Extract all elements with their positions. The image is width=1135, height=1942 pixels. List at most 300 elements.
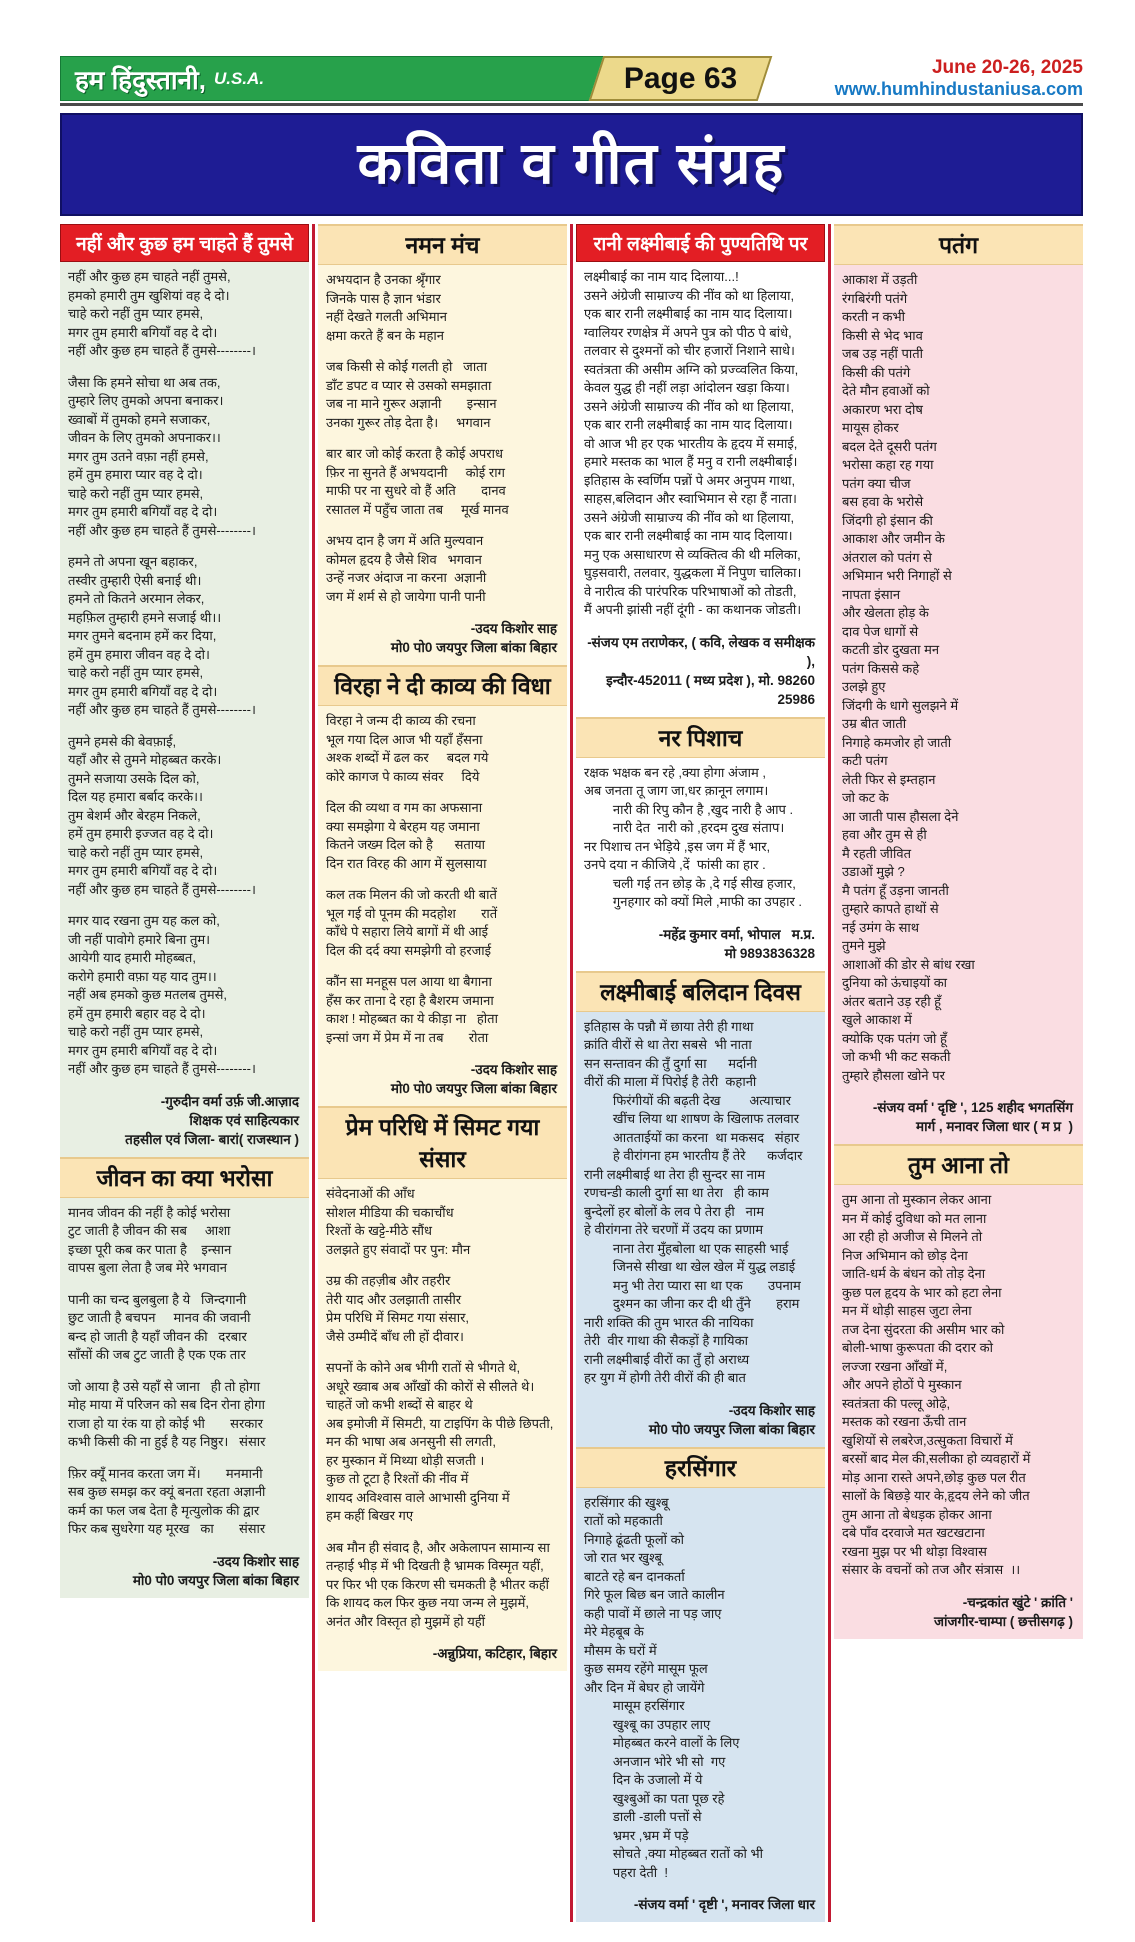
poem-line: इन्सां जग में प्रेम में ना तब रोता — [326, 1029, 489, 1045]
poem-line: कि शायद कल फिर कुछ नया जन्म ले मुझमें, — [326, 1595, 529, 1610]
poem-line: संसार के वचनों को तज और संत्रास ।। — [842, 1562, 1021, 1577]
poem-line: हमें तुम हमारी बहार वह दे दो। — [68, 1005, 206, 1021]
poem-line: मोहब्बत करने वालों के लिए — [584, 1735, 740, 1750]
poem-line: क्या समझेगा ये बेरहम यह जमाना — [326, 818, 480, 834]
poem-line: और दिन में बेघर हो जायेंगे — [584, 1679, 705, 1695]
poem-line: नहीं और कुछ हम चाहते हैं तुमसे--------। — [68, 343, 256, 358]
poem-line: मगर तुम हमारी बगियाँ वह दे दो। — [68, 863, 218, 878]
poet-credit: -संजय वर्मा ' दृष्टी ', मनावर जिला धार — [633, 1897, 815, 1912]
poem-line: नारी शक्ति की तुम भारत की नायिका — [584, 1314, 754, 1330]
poem-line: हमें तुम हमारी इज्जत वह दे दो। — [68, 826, 214, 841]
poem-stanza — [576, 764, 825, 912]
poem-line: स्वतंत्रता की पल्लू ओढ़े, — [842, 1395, 951, 1411]
website-url: www.humhindustaniusa.com — [834, 79, 1083, 100]
poem-line: नर पिशाच तन भेड़िये ,इस जग में हैं भार, — [584, 838, 771, 854]
poem-line: फिर कब सुधरेगा यह मूरख का संसार — [68, 1521, 266, 1536]
poem-line: मानव जीवन की नहीं है कोई भरोसा — [68, 1204, 231, 1220]
poem-line: नारी देत नारी को ,हरदम दुख संताप। — [584, 820, 785, 835]
poem-line: बार बार जो कोई करता है कोई अपराध — [326, 446, 503, 461]
poem-line: तलवार से दुश्मनों को चीर हजारों निशाने साधे। — [584, 343, 795, 358]
poem-line: कर्म का फल जब देता है मृत्युलोक की द्वार — [68, 1502, 260, 1518]
column-divider — [312, 224, 315, 1922]
poem-line: चाहे करो नहीं तुम प्यार हमसे, — [68, 485, 204, 501]
poem-line: सोशल मीडिया की चकाचौंध — [326, 1204, 454, 1220]
poem-line: लक्ष्मीबाई का नाम याद दिलाया...! — [584, 269, 739, 284]
poem-stanza — [60, 1204, 309, 1278]
poem-line: सब कुछ समझ कर क्यूं बनता रहता अज्ञानी — [68, 1484, 266, 1499]
section-banner-title: कविता व गीत संग्रह — [357, 131, 786, 196]
poet-credit: -महेंद्र कुमार वर्मा, भोपाल म.प्र. — [658, 926, 815, 942]
poem-stanza — [60, 912, 309, 1079]
poem-line: आ जाती पास हौसला देने — [842, 808, 959, 824]
poem-line: जग में शर्म से हो जायेगा पानी पानी — [326, 588, 486, 604]
poem-line: बाटते रहे बन दानकर्ता — [584, 1568, 685, 1584]
column-divider — [828, 224, 831, 1922]
poem-line: मगर तुम हमारी बगियाँ वह दे दो। — [68, 504, 218, 519]
poem-stanza — [60, 733, 309, 900]
poem-line: जो कट के — [842, 790, 889, 805]
poem-line: मगर याद रखना तुम यह कल को, — [68, 913, 220, 928]
poem-stanza — [60, 268, 309, 361]
poem-line: सपनों के कोने अब भीगी रातों से भीगते थे, — [326, 1360, 521, 1375]
poem-line: तुम्हारे लिए तुमको अपना बनाकर। — [68, 393, 224, 408]
poem-line: चाहतें जो कभी शब्दों से बाहर थे — [326, 1397, 473, 1412]
poem-line: बदल देते दूसरी पतंग — [842, 438, 937, 454]
poem-line: वे नारीत्व की पारंपरिक परिभाषाओं को तोडती, — [584, 583, 797, 599]
poem-line: डाली -डाली पत्तों से — [584, 1809, 702, 1824]
poem-line: आकाश और जमीन के — [842, 531, 945, 546]
poem-line: नहीं अब हमको कुछ मतलब तुमसे, — [68, 987, 228, 1002]
poem-line: स्वतंत्रता की असीम अग्नि को प्रज्व्वलित किया, — [584, 361, 799, 377]
poem-line: उनपे दया न कीजिये ,दें फांसी का हार . — [584, 857, 766, 872]
poem-line: दुश्मन का जीना कर दी थी तुँने हराम — [584, 1296, 800, 1311]
poem-line: साहस,बलिदान और स्वाभिमान से रहा हैं नाता। — [584, 491, 797, 506]
poem-line: निज अभिमान को छोड़ देना — [842, 1247, 968, 1263]
poet-credit: इन्दौर-452011 ( मध्य प्रदेश ), मो. 98260 25986 — [606, 672, 819, 707]
poem-line: मौसम के घरों में — [584, 1642, 657, 1658]
poem-stanza — [318, 271, 567, 345]
poem-line: रानी लक्ष्मीबाई वीरों का तुँ हो अराध्य — [584, 1351, 750, 1367]
poem-stanza — [60, 553, 309, 720]
poem-line: खुश्बू का उपहार लाए — [584, 1716, 711, 1732]
poem-line: जिंदगी के धागे सुलझने में — [842, 697, 959, 713]
poem-line: नहीं और कुछ हम चाहते हैं तुमसे--------। — [68, 1061, 256, 1076]
poem-line: टुट जाती है जीवन की सब आशा — [68, 1223, 231, 1238]
poem-line: उनका गुरूर तोड़ देता है। भगवान — [326, 414, 491, 430]
poem-line: हरसिंगार की खुश्बू — [584, 1494, 669, 1510]
poem-line: खींच लिया था शाषण के खिलाफ तलवार — [584, 1111, 800, 1126]
poet-credit: जांजगीर-चाम्पा ( छत्तीसगढ़ ) — [933, 1613, 1073, 1629]
poem-line: नहीं और कुछ हम चाहते हैं तुमसे--------। — [68, 522, 256, 538]
poem-stanza — [834, 1191, 1083, 1580]
poem-line: घुड़सवारी, तलवार, युद्धकला में निपुण चालिका। — [584, 565, 802, 580]
poem-title: नमन मंच — [318, 224, 567, 265]
poem-line: काँधे पे सहारा लिये बागों में थी आई — [326, 924, 489, 939]
poem-line: उलझते हुए संवादों पर पुन: मौन — [326, 1241, 471, 1257]
poem-line: तुम बेशर्म और बेरहम निकले, — [68, 807, 201, 823]
poem-line: जब किसी से कोई गलती हो जाता — [326, 359, 487, 374]
poem-stanza — [576, 1494, 825, 1883]
poem-line: इतिहास के पन्नौ में छाया तेरी ही गाथा — [584, 1018, 754, 1034]
poem-line: अकारण भरा दोष — [842, 401, 923, 417]
poem-line: कोमल हृदय है जैसे शिव भगवान — [326, 551, 482, 567]
poem-line: पर फिर भी एक किरण सी चमकती है भीतर कहीं — [326, 1576, 549, 1592]
poem-line: उलझे हुए — [842, 679, 886, 694]
poem-line: मन में कोई दुविधा को मत लाना — [842, 1210, 987, 1226]
poem-stanza — [318, 973, 567, 1047]
poem-line: ग्वालियर रणक्षेत्र में अपने पुत्र को पीठ पे बांधे, — [584, 324, 792, 340]
poem-stanza — [318, 358, 567, 432]
poem-line: भूल गई वो पूनम की मदहोश रातें — [326, 905, 498, 921]
poem-line: मेरे मेहबूब के — [584, 1624, 644, 1639]
poem-line: जो रात भर खुश्बू — [584, 1550, 662, 1565]
header-right — [766, 56, 1083, 101]
poem-line: दबे पाँव दरवाजे मत खटखटाना — [842, 1525, 985, 1540]
poem-line: जैसा कि हमने सोचा था अब तक, — [68, 374, 221, 390]
poem-line: तन्हाई भीड़ में भी दिखती है भ्रामक विस्मृत यहीं, — [326, 1558, 544, 1573]
poem-line: चाहे करो नहीं तुम प्यार हमसे, — [68, 844, 204, 860]
poem-line: काश ! मोहब्बत का ये कीड़ा ना होता — [326, 1011, 498, 1026]
poem-line: यहाँ और से तुमने मोहब्बत करके। — [68, 752, 222, 767]
poem-line: पतंग क्या चीज — [842, 475, 911, 491]
poem-line: हमारे मस्तक का भाल हैं मनु व रानी लक्ष्मीबाई। — [584, 454, 798, 469]
poem-line: बोली-भाषा कुरूपता की दरार को — [842, 1340, 993, 1355]
poem-line: ख्वाबों में तुमको हमने सजाकर, — [68, 411, 211, 427]
poem-line: चाहे करो नहीं तुम प्यार हमसे, — [68, 306, 204, 321]
poem-line: तुमने मुझे — [842, 938, 886, 953]
poem-stanza — [318, 1272, 567, 1346]
poem-line: करोगे हमारी वफ़ा यह याद तुम।। — [68, 968, 217, 984]
poem-title: तुम आना तो — [834, 1144, 1083, 1185]
columns — [60, 224, 1083, 1922]
poem-line: नहीं और कुछ हम चाहते नहीं तुमसे, — [68, 269, 231, 284]
poem-line: जिंदगी हो इंसान की — [842, 512, 933, 528]
poem-line: अंतर बताने उड़ रही हूँ — [842, 993, 942, 1009]
poem-line: नापता इंसान — [842, 586, 901, 602]
poem-line: एक बार रानी लक्ष्मीबाई का नाम याद दिलाया। — [584, 306, 793, 321]
poem-line: हमने तो अपना खून बहाकर, — [68, 554, 198, 569]
poem-line: बन्द हो जाती है यहाँ जीवन की दरबार — [68, 1328, 247, 1344]
poem-line: उसने अंग्रेजी साम्राज्य की नींव को था हिलाया, — [584, 398, 795, 414]
poem-line: खुश्बुओं का पता पूछ रहे — [584, 1790, 725, 1806]
poem-line: मै पतंग हूँ उड़ना जानती — [842, 882, 949, 898]
poet-credit: -अन्नुप्रिया, कटिहार, बिहार — [432, 1646, 557, 1661]
page-number-label: Page 63 — [624, 61, 738, 95]
poem-line: मगर तुम हमारी बगियाँ वह दे दो। — [68, 1042, 218, 1058]
poem-line: महफ़िल तुम्हारी हमने सजाई थी।। — [68, 609, 222, 625]
poem-line: कल तक मिलन की जो करती थी बातें — [326, 887, 497, 902]
poem-line: कोरे कागज पे काव्य संवर दिये — [326, 768, 480, 784]
poem-line: सालों के बिछड़े यार के,हृदय लेने को जीत — [842, 1488, 1030, 1503]
poem-line: जिनके पास है ज्ञान भंडार — [326, 290, 441, 306]
poem-line: केवल युद्ध ही नहीं लड़ा आंदोलन खड़ा किया। — [584, 380, 790, 395]
poem-title: जीवन का क्या भरोसा — [60, 1157, 309, 1198]
poem-line: मन की भाषा अब अनसुनी सी लगती, — [326, 1434, 496, 1449]
poem-line: अश्क शब्दों में ढल कर बदल गये — [326, 750, 489, 765]
poem-line: हमें तुम हमारा प्यार वह दे दो। — [68, 467, 203, 482]
poet-credit: -उदय किशोर साह — [728, 1402, 815, 1418]
poet-credit: -उदय किशोर साह — [212, 1553, 299, 1569]
poem-line: मोह माया में परिजन को सब दिन रोना होगा — [68, 1397, 265, 1412]
poem-stanza — [60, 1378, 309, 1452]
poem-line: रक्षक भक्षक बन रहे ,क्या होगा अंजाम , — [584, 764, 766, 780]
poem-line: मासूम हरसिंगार — [584, 1698, 685, 1713]
poem-line: खुले आकाश में — [842, 1012, 912, 1027]
poem-line: कभी किसी की ना हुई है यह निष्ठुर। संसार — [68, 1434, 266, 1449]
poet-credit: -उदय किशोर साह — [470, 1062, 557, 1077]
poem-stanza — [60, 1465, 309, 1539]
poem-line: बुन्देलों हर बोलों के लव पे तेरा ही नाम — [584, 1203, 764, 1219]
poem-line: तुम्हारे कापते हाथों से — [842, 901, 939, 916]
poem-stanza — [318, 1185, 567, 1259]
poem-line: वापस बुला लेता है जब मेरे भगवान — [68, 1260, 227, 1275]
poem-line: रंगबिरंगी पतंगे — [842, 290, 908, 306]
poem-line: लज्जा रखना आँखों में, — [842, 1358, 948, 1374]
poem-line: फ़िर क्यूँ मानव करता जग में। मनमानी — [68, 1465, 263, 1481]
poem-line: राजा हो या रंक या हो कोई भी सरकार — [68, 1415, 263, 1431]
poem-section — [60, 224, 309, 1157]
poem-line: नहीं और कुछ हम चाहते हैं तुमसे--------। — [68, 881, 256, 897]
poem-line: गुनहगार को क्यों मिले ,माफी का उपहार . — [584, 894, 802, 909]
poem-line: विरहा ने जन्म दी काव्य की रचना — [326, 713, 476, 728]
poem-line: तुम आना तो बेधड़क होकर आना — [842, 1506, 992, 1522]
poem-line: कितने जख्म दिल को है सताया — [326, 837, 486, 852]
poem-line: तज देना सुंदरता की असीम भार को — [842, 1321, 1005, 1337]
poem-line: मगर तुमने बदनाम हमें कर दिया, — [68, 628, 217, 643]
poem-line: तुमने सजाया उसके दिल को, — [68, 770, 200, 786]
poem-line: हे वीरांगना तेरे चरणों में उदय का प्रणाम — [584, 1222, 764, 1237]
poem-title: नहीं और कुछ हम चाहते हैं तुमसे — [60, 224, 309, 262]
poem-line: एक बार रानी लक्ष्मीबाई का नाम याद दिलाया। — [584, 417, 793, 432]
poem-line: नारी की रिपु कौन है ,खुद नारी है आप . — [584, 801, 794, 817]
poem-line: नई उमंग के साथ — [842, 919, 920, 935]
poem-line: फ़िर ना सुनते हैं अभयदानी कोई राग — [326, 464, 505, 480]
poem-line: हम कहीं बिखर गए — [326, 1508, 414, 1523]
poet-credit: शिक्षक एवं साहित्यकार — [189, 1112, 299, 1128]
poet-credit: मार्ग , मनावर जिला धार ( म प्र ) — [916, 1119, 1073, 1134]
poem-line: वीरों की माला में पिरोई है तेरी कहानी — [584, 1074, 757, 1089]
poem-line: कटी पतंग — [842, 753, 888, 768]
page-header — [60, 56, 1083, 106]
poem-line: उडाओं मुझे ? — [842, 864, 905, 879]
poet-credit: मो0 पो0 जयपुर जिला बांका बिहार — [648, 1421, 815, 1437]
poem-line: अब जनता तू जाग जा,धर क़ानून लगाम। — [584, 783, 769, 798]
poem-line: और खेलता होड़ के — [842, 605, 929, 620]
poem-line: कुछ समय रहेंगे मासूम फूल — [584, 1661, 708, 1676]
poem-stanza — [318, 532, 567, 606]
poem-line: हर युग में होगी तेरी वीरों की ही बात — [584, 1370, 746, 1385]
poem-line: चली गई तन छोड़ के ,दे गई सीख हजार, — [584, 875, 796, 891]
poem-line: कुछ तो टूटा है रिश्तों की नींव में — [326, 1471, 469, 1486]
poem-stanza — [318, 445, 567, 519]
poem-line: खुशियों से लबरेज,उत्सुकता विचारों में — [842, 1432, 1013, 1448]
poem-line: दाव पेज धागों से — [842, 623, 919, 639]
poem-line: उन्हें नजर अंदाज ना करना अज्ञानी — [326, 570, 487, 585]
poem-line: कुछ पल हृदय के भार को हटा लेना — [842, 1284, 1002, 1300]
section-banner — [60, 113, 1083, 216]
poem-line: तेरी याद और उलझाती तासीर — [326, 1291, 462, 1307]
poet-credit: मो0 पो0 जयपुर जिला बांका बिहार — [390, 1081, 557, 1096]
poem-line: तुमने हमसे की बेवफ़ाई, — [68, 733, 177, 749]
poem-line: भ्रमर ,भ्रम में पड़े — [584, 1827, 689, 1843]
poet-credit: मो 9893836328 — [724, 945, 815, 961]
poem-line: दिल की दर्द क्या समझेगी वो हरजाई — [326, 942, 492, 958]
poem-line: हवा और तुम से ही — [842, 827, 927, 842]
poem-line: तेरी वीर गाथा की सैकड़ों है गायिका — [584, 1333, 748, 1348]
poem-section — [60, 1157, 309, 1598]
poem-line: दिल यह हमारा बर्बाद करके।। — [68, 789, 203, 804]
poet-credit: -चन्द्रकांत खुंटे ' क्रांति ' — [962, 1594, 1073, 1610]
poem-line: अब मौन ही संवाद है, और अकेलापन सामान्य सा — [326, 1539, 550, 1555]
poem-line: किसी की पतंगे — [842, 364, 911, 380]
poem-line: आशाओं की डोर से बांध रखा — [842, 956, 975, 972]
poem-line: निगाहे ढूंढती फूलों को — [584, 1531, 684, 1547]
poem-column-1 — [60, 224, 309, 1922]
poem-line: जीवन के लिए तुमको अपनाकर।। — [68, 430, 221, 445]
poem-line: साँसों की जब टुट जाती है एक एक तार — [68, 1347, 246, 1362]
poem-line: छुट जाती है बचपन मानव की जवानी — [68, 1310, 251, 1325]
poem-line: पानी का चन्द बुलबुला है ये जिन्दगानी — [68, 1291, 247, 1307]
poem-section — [318, 665, 567, 1106]
poem-line: दुनिया को ऊंचाइयों का — [842, 975, 948, 990]
poem-column-4 — [834, 224, 1083, 1922]
poem-line: जैसे उम्मीदें बाँध ली हों दीवार। — [326, 1328, 464, 1344]
poem-line: शायद अविश्वास वाले आभासी दुनिया में — [326, 1489, 510, 1505]
poem-line: जाति-धर्म के बंधन को तोड़ देना — [842, 1266, 986, 1281]
poet-credit: -उदय किशोर साह — [470, 621, 557, 636]
poem-line: कही पावों में छाले ना पड़ जाए — [584, 1605, 722, 1621]
poem-section — [834, 1144, 1083, 1639]
poem-line: मायूस होकर — [842, 420, 899, 435]
poem-line: बरसों बाद मेल की,सलीका हो व्यवहारों में — [842, 1451, 1031, 1466]
poem-title: नर पिशाच — [576, 717, 825, 758]
poem-line: सन सन्तावन की तुँ दुर्गा सा मर्दानी — [584, 1055, 757, 1071]
poem-stanza — [576, 268, 825, 620]
poem-line: उसने अंग्रेजी साम्राज्य की नींव को था हिलाया, — [584, 509, 795, 525]
poem-section — [318, 224, 567, 665]
poem-line: रसातल में पहुँच जाता तब मूर्ख मानव — [326, 501, 509, 517]
poem-line: एक बार रानी लक्ष्मीबाई का नाम याद दिलाया। — [584, 528, 793, 543]
poem-line: क्योकि एक पतंग जो हूँ — [842, 1030, 947, 1046]
poem-stanza — [318, 1539, 567, 1632]
poem-stanza — [318, 799, 567, 873]
poem-line: इतिहास के स्वर्णिम पन्नों पे अमर अनुपम गाथा, — [584, 472, 796, 488]
poem-line: नाना तेरा मुँहबोला था एक साहसी भाई — [584, 1240, 789, 1256]
poem-line: आतताईयों का करना था मकसद संहार — [584, 1129, 800, 1145]
poem-line: मगर तुम हमारी बगियाँ वह दे दो। — [68, 683, 218, 699]
poem-stanza — [576, 1018, 825, 1388]
poem-line: अब इमोजी में सिमटी, या टाइपिंग के पीछे छिपती, — [326, 1415, 554, 1431]
poem-line: जो कभी भी कट सकती — [842, 1049, 951, 1064]
poem-line: आ रही हो अजीज से मिलने तो — [842, 1229, 983, 1244]
poem-line: बस हवा के भरोसे — [842, 494, 924, 509]
poem-line: हमें तुम हमारा जीवन वह दे दो। — [68, 646, 210, 662]
poem-line: वो आज भी हर एक भारतीय के हृदय में समाई, — [584, 435, 798, 451]
poem-line: हर मुस्कान में मिथ्या थोड़ी सजती । — [326, 1452, 485, 1468]
poem-line: अभय दान है जग में अति मुल्यवान — [326, 533, 484, 548]
poem-line: प्रेम परिधि में सिमट गया संसार, — [326, 1310, 470, 1325]
poem-line: मै रहती जीवित — [842, 845, 912, 861]
poem-title: लक्ष्मीबाई बलिदान दिवस — [576, 971, 825, 1012]
poem-stanza — [60, 374, 309, 541]
page-number-box — [589, 56, 773, 101]
poem-line: किसी से भेद भाव — [842, 327, 923, 343]
poem-line: मनु भी तेरा प्यारा सा था एक उपनाम — [584, 1277, 801, 1293]
poem-line: जो आया है उसे यहाँ से जाना ही तो होगा — [68, 1378, 260, 1394]
poem-line: फिरंगीयों की बढ़ती देख अत्याचार — [584, 1092, 791, 1108]
poem-line: अनंत और विस्तृत हो मुझमें हो यहीं — [326, 1613, 486, 1629]
poem-line: क्षमा करते हैं बन के महान — [326, 327, 445, 343]
poem-stanza — [318, 1359, 567, 1526]
poem-line: अधूरे ख्वाब अब आँखों की कोरों से सीलते थे। — [326, 1378, 535, 1394]
poem-line: इच्छा पूरी कब कर पाता है इन्सान — [68, 1241, 232, 1257]
poem-line: माफी पर ना सुधरे वो हैं अति दानव — [326, 483, 506, 498]
column-divider — [570, 224, 573, 1922]
poem-line: हमको हमारी तुम खुशियां वह दे दो। — [68, 287, 230, 303]
poem-line: हमने तो कितने अरमान लेकर, — [68, 591, 205, 606]
poem-line: तुम आना तो मुस्कान लेकर आना — [842, 1192, 992, 1207]
poem-section — [576, 224, 825, 717]
poem-stanza — [60, 1291, 309, 1365]
poem-line: मैं अपनी झांसी नहीं दूंगी - का कथानक जोडती। — [584, 602, 802, 617]
poem-line: आयेगी याद हमारी मोहब्बत, — [68, 950, 196, 965]
poem-line: जिनसे सीखा था खेल खेल में युद्ध लडाई — [584, 1259, 796, 1274]
poem-line: हँस कर ताना दे रहा है बैशरम जमाना — [326, 992, 494, 1008]
poem-line: अभिमान भरी निगाहों से — [842, 568, 952, 583]
poem-line: भूल गया दिल आज भी यहाँ हँसना — [326, 731, 483, 747]
poem-column-3 — [576, 224, 825, 1922]
poem-stanza — [318, 712, 567, 786]
poem-line: रानी लक्ष्मीबाई था तेरा ही सुन्दर सा नाम — [584, 1166, 766, 1182]
poem-line: उम्र की तहज़ीब और तहरीर — [326, 1273, 451, 1288]
poem-line: मन में थोड़ी साहस जुटा लेना — [842, 1303, 972, 1318]
poem-line: और अपने होठों पे मुस्कान — [842, 1377, 962, 1392]
poem-line: क्रांति वीरों से था तेरा सबसे भी नाता — [584, 1037, 752, 1052]
poem-line: दिन के उजालो में ये — [584, 1772, 703, 1787]
poem-line: गिरे फूल बिछ बन जाते कालीन — [584, 1587, 725, 1602]
poem-line: निगाहे कमजोर हो जाती — [842, 734, 952, 750]
poem-section — [576, 971, 825, 1447]
poem-line: चाहे करो नहीं तुम प्यार हमसे, — [68, 665, 204, 680]
poet-credit: मो0 पो0 जयपुर जिला बांका बिहार — [390, 640, 557, 655]
poem-line: मस्तक को रखना ऊँची तान — [842, 1414, 967, 1429]
poem-line: मनु एक असाधारण से व्यक्तित्व की थी मलिका, — [584, 546, 801, 562]
poem-line: जब ना माने गुरूर अज्ञानी इन्सान — [326, 396, 497, 411]
poem-line: कटती डोर दुखता मन — [842, 642, 940, 657]
poem-line: रखना मुझ पर भी थोड़ा विश्वास — [842, 1543, 987, 1559]
poem-line: करती न कभी — [842, 309, 906, 324]
poet-credit: -संजय एम तराणेकर, ( कवि, लेखक व समीक्षक ), — [587, 634, 819, 669]
poem-line: संवेदनाओं की आँध — [326, 1186, 415, 1201]
poem-title: रानी लक्ष्मीबाई की पुण्यतिथि पर — [576, 224, 825, 262]
poem-line: भरोसा कहा रह गया — [842, 457, 934, 472]
poem-column-2 — [318, 224, 567, 1922]
poem-line: उसने अंग्रेजी साम्राज्य की नींव को था हिलाया, — [584, 287, 795, 303]
poet-credit: तहसील एवं जिला- बारां( राजस्थान ) — [125, 1131, 299, 1147]
poem-line: चाहे करो नहीं तुम प्यार हमसे, — [68, 1024, 204, 1039]
poet-credit: -संजय वर्मा ' दृष्टि ', 125 शहीद भगतसिंग — [872, 1100, 1073, 1115]
poem-line: तस्वीर तुम्हारी ऐसी बनाई थी। — [68, 572, 202, 588]
poet-credit: -गुरुदीन वर्मा उर्फ़ जी.आज़ाद — [160, 1093, 299, 1109]
poem-title: पतंग — [834, 224, 1083, 265]
poem-line: मगर तुम हमारी बगियाँ वह दे दो। — [68, 324, 218, 340]
poem-line: अंतराल को पतंग से — [842, 549, 932, 565]
poem-line: नहीं और कुछ हम चाहते हैं तुमसे--------। — [68, 702, 256, 717]
poem-section — [318, 1106, 567, 1671]
masthead-title: हम हिंदुस्तानी, — [75, 64, 206, 95]
issue-date: June 20-26, 2025 — [931, 57, 1083, 79]
poem-line: उम्र बीत जाती — [842, 716, 907, 731]
